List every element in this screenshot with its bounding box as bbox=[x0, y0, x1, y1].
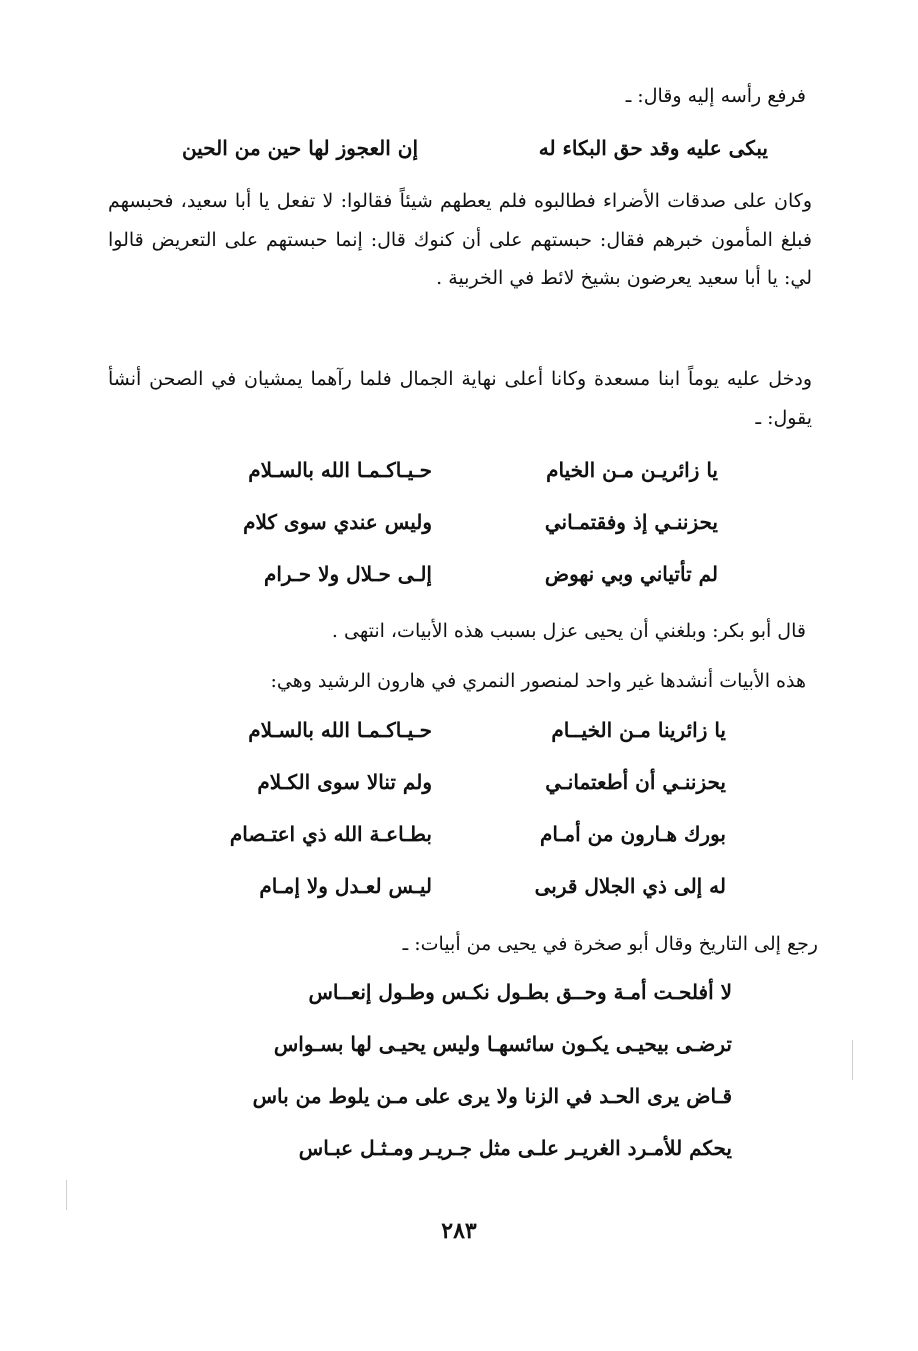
verse-line bbox=[0, 458, 918, 498]
verse-line bbox=[0, 770, 918, 810]
hemistich-second: حـيـاكـمـا الله بالسـلام bbox=[248, 458, 432, 482]
abu-bakr-line: قال أبو بكر: وبلغني أن يحيى عزل بسبب هذه الأبيات، انتهى . bbox=[331, 620, 806, 642]
paragraph-sadaqat: وكان على صدقات الأضراء فطالبوه فلم يعطهم شيئاً فقالوا: لا تفعل يا أبا سعيد، فحبسهم فبلغ المأمون خبرهم فقال: حبستهم على أن كنوك قال: إنما حبستهم على التعريض قالوا لي: يا أبا سعيد يعرضون بشيخ لائط في الخربية . bbox=[108, 190, 812, 289]
hemistich-first: يا زائريـن مـن الخيام bbox=[546, 458, 718, 482]
hemistich-second: إن العجوز لها حين من الحين bbox=[181, 136, 418, 160]
hemistich-first: يحزننـي إذ وفقتمـاني bbox=[544, 510, 718, 534]
intro-line: فرفع رأسه إليه وقال: ـ bbox=[625, 85, 806, 107]
hemistich-first: لم تأتياني وبي نهوض bbox=[544, 562, 718, 586]
hemistich-first: بورك هـارون من أمـام bbox=[540, 822, 726, 846]
verse-top bbox=[0, 136, 918, 176]
verse-line: لا أفلحـت أمـة وحــق بطـول نكـس وطـول إنعــاس bbox=[308, 980, 732, 1004]
hemistich-second: حـيـاكـمـا الله بالسـلام bbox=[248, 718, 432, 742]
paragraph-ibna-masada: ودخل عليه يوماً ابنا مسعدة وكانا أعلى نهاية الجمال فلما رآهما يمشيان في الصحن أنشأ يقول: ـ bbox=[108, 368, 812, 429]
hemistich-first: يحزننـي أن أطعتمانـي bbox=[545, 770, 726, 794]
verse-line: يحكم للأمـرد الغريـر علـى مثل جـريـر ومـثـل عبـاس bbox=[298, 1136, 732, 1160]
page-number: ٢٨٣ bbox=[441, 1218, 477, 1244]
hemistich-second: إلـى حـلال ولا حـرام bbox=[263, 562, 432, 586]
abu-sakhra-line: رجع إلى التاريخ وقال أبو صخرة في يحيى من أبيات: ـ bbox=[402, 933, 818, 955]
hemistich-second: بطـاعـة الله ذي اعتـصام bbox=[229, 822, 432, 846]
hemistich-second: ولم تنالا سوى الكـلام bbox=[257, 770, 432, 794]
margin-mark bbox=[852, 1040, 853, 1080]
verse-line bbox=[0, 510, 918, 550]
hemistich-first: يبكى عليه وقد حق البكاء له bbox=[538, 136, 768, 160]
verse-line: ترضـى بيحيـى يكـون سائسهـا وليس يحيـى لها بسـواس bbox=[273, 1032, 732, 1056]
hemistich-second: وليس عندي سوى كلام bbox=[243, 510, 432, 534]
verse-line bbox=[0, 874, 918, 914]
hemistich-first: له إلى ذي الجلال قربى bbox=[534, 874, 726, 898]
margin-mark bbox=[66, 1180, 67, 1210]
verse-line bbox=[0, 562, 918, 602]
hemistich-first: يا زائرينا مـن الخيــام bbox=[551, 718, 726, 742]
mansur-line: هذه الأبيات أنشدها غير واحد لمنصور النمري في هارون الرشيد وهي: bbox=[270, 670, 806, 692]
verse-line bbox=[0, 718, 918, 758]
verse-line bbox=[0, 822, 918, 862]
verse-line: قـاض يرى الحـد في الزنا ولا يرى على مـن يلوط من باس bbox=[252, 1084, 732, 1108]
hemistich-second: ليـس لعـدل ولا إمـام bbox=[259, 874, 432, 898]
